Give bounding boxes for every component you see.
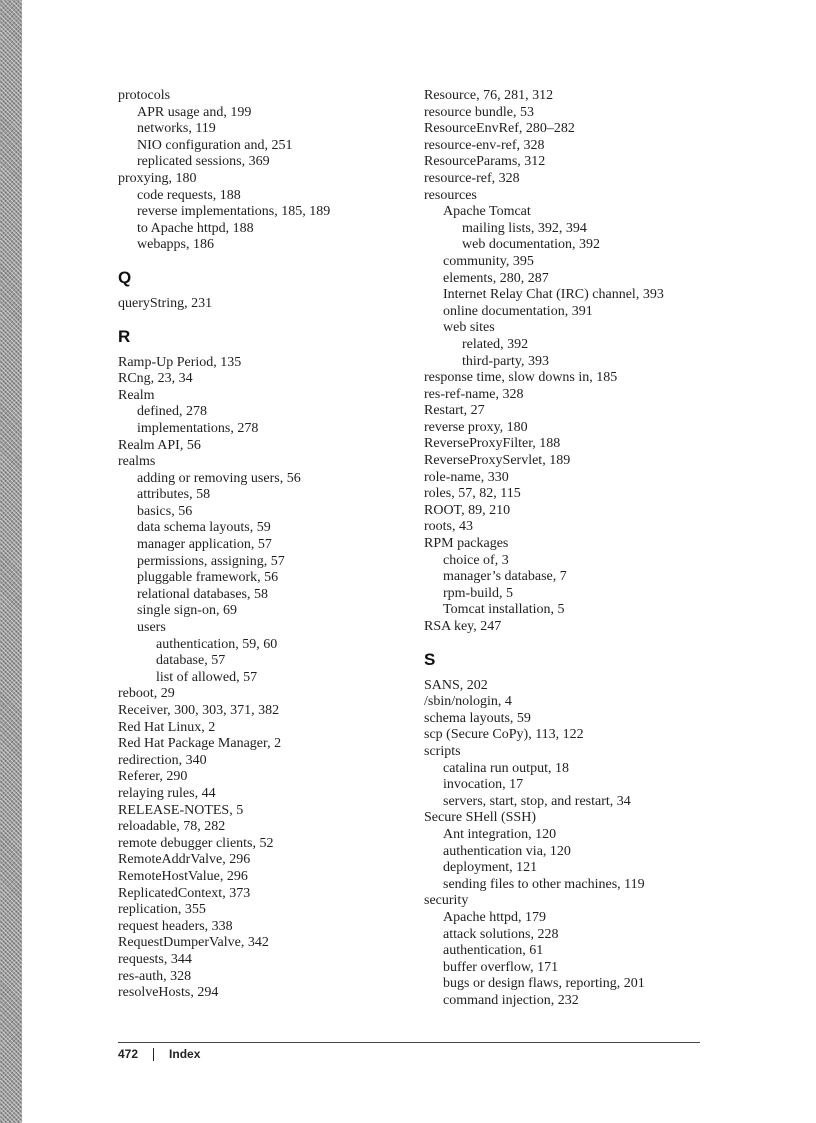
letter-heading: Q [118, 267, 132, 287]
index-entry: role-name, 330 [424, 469, 509, 485]
index-entry: remote debugger clients, 52 [118, 835, 274, 851]
index-entry: ReverseProxyServlet, 189 [424, 453, 571, 469]
index-entry: ReverseProxyFilter, 188 [424, 436, 561, 452]
index-entry: RCng, 23, 34 [118, 371, 193, 387]
index-entry: Red Hat Package Manager, 2 [118, 736, 282, 752]
index-entry: RequestDumperValve, 342 [118, 935, 269, 951]
index-entry: queryString, 231 [118, 295, 213, 311]
index-entry: resource-ref, 328 [424, 170, 520, 186]
index-subentry: web documentation, 392 [462, 237, 601, 253]
index-entry: Realm API, 56 [118, 437, 201, 453]
index-subentry: single sign-on, 69 [137, 603, 237, 619]
index-entry: resources [424, 187, 477, 203]
index-entry: proxying, 180 [118, 170, 197, 186]
index-subentry: rpm-build, 5 [443, 585, 513, 601]
index-entry: reloadable, 78, 282 [118, 819, 226, 835]
index-subentry: attributes, 58 [137, 487, 211, 503]
index-subentry: manager’s database, 7 [443, 569, 567, 585]
index-subentry: users [137, 620, 166, 636]
index-entry: scp (Secure CoPy), 113, 122 [424, 727, 584, 743]
index-entry: res-auth, 328 [118, 968, 192, 984]
index-subentry: sending files to other machines, 119 [443, 876, 645, 892]
section-label: Index [169, 1047, 201, 1061]
index-subentry: APR usage and, 199 [137, 104, 252, 120]
index-entry: ResourceEnvRef, 280–282 [424, 121, 575, 137]
index-entry: Ramp-Up Period, 135 [118, 354, 242, 370]
index-column-left [118, 88, 408, 1002]
index-subentry: database, 57 [156, 653, 226, 669]
index-subentry: buffer overflow, 171 [443, 959, 559, 975]
index-subentry: catalina run output, 18 [443, 760, 569, 776]
index-subentry: authentication, 61 [443, 943, 544, 959]
index-entry: replication, 355 [118, 902, 206, 918]
index-entry: RELEASE-NOTES, 5 [118, 802, 244, 818]
index-entry: Secure SHell (SSH) [424, 810, 536, 826]
index-entry: resource bundle, 53 [424, 104, 535, 120]
index-entry: scripts [424, 743, 461, 759]
letter-heading: R [118, 326, 131, 346]
index-subentry: webapps, 186 [137, 237, 214, 253]
index-entry: requests, 344 [118, 951, 192, 967]
index-entry: RPM packages [424, 536, 509, 552]
index-subentry: third-party, 393 [462, 353, 549, 369]
footer-divider [118, 1042, 700, 1043]
index-entry: ReplicatedContext, 373 [118, 885, 251, 901]
index-subentry: elements, 280, 287 [443, 270, 549, 286]
index-entry: Restart, 27 [424, 403, 485, 419]
page-number: 472 [118, 1047, 139, 1061]
index-subentry: code requests, 188 [137, 187, 241, 203]
index-subentry: pluggable framework, 56 [137, 570, 279, 586]
index-subentry: defined, 278 [137, 404, 207, 420]
letter-heading: S [424, 649, 436, 669]
index-subentry: basics, 56 [137, 503, 193, 519]
index-subentry: relational databases, 58 [137, 586, 269, 602]
index-subentry: reverse implementations, 185, 189 [137, 204, 331, 220]
index-subentry: Tomcat installation, 5 [443, 602, 565, 618]
index-subentry: web sites [443, 320, 495, 336]
index-subentry: online documentation, 391 [443, 303, 593, 319]
index-entry: reboot, 29 [118, 686, 175, 702]
index-subentry: Ant integration, 120 [443, 826, 557, 842]
index-subentry: deployment, 121 [443, 860, 538, 876]
index-entry: RSA key, 247 [424, 619, 502, 634]
index-column-right [424, 88, 714, 1009]
index-entry: relaying rules, 44 [118, 785, 216, 801]
index-entry: ROOT, 89, 210 [424, 502, 511, 518]
page-footer [118, 1047, 200, 1061]
index-entry: resource-env-ref, 328 [424, 137, 545, 153]
index-subentry: list of allowed, 57 [156, 669, 258, 685]
index-subentry: authentication, 59, 60 [156, 636, 278, 652]
index-subentry: Apache httpd, 179 [443, 909, 547, 925]
index-entry: schema layouts, 59 [424, 710, 531, 726]
index-subentry: related, 392 [462, 336, 529, 352]
index-subentry: Internet Relay Chat (IRC) channel, 393 [443, 287, 664, 303]
index-subentry: replicated sessions, 369 [137, 154, 270, 170]
index-subentry: servers, start, stop, and restart, 34 [443, 793, 631, 809]
index-entry: reverse proxy, 180 [424, 419, 528, 435]
index-entry: security [424, 893, 469, 909]
index-subentry: to Apache httpd, 188 [137, 220, 254, 236]
index-subentry: Apache Tomcat [443, 204, 531, 220]
index-entry: Red Hat Linux, 2 [118, 719, 216, 735]
index-entry: ResourceParams, 312 [424, 154, 546, 170]
index-entry: response time, slow downs in, 185 [424, 370, 618, 386]
index-entry: request headers, 338 [118, 918, 233, 934]
index-entry: RemoteHostValue, 296 [118, 868, 248, 884]
index-subentry: command injection, 232 [443, 992, 579, 1008]
index-entry: protocols [118, 88, 171, 103]
index-entry: /sbin/nologin, 4 [424, 694, 512, 710]
index-subentry: authentication via, 120 [443, 843, 571, 859]
index-subentry: adding or removing users, 56 [137, 470, 301, 486]
index-entry: roles, 57, 82, 115 [424, 486, 521, 502]
index-subentry: choice of, 3 [443, 552, 509, 568]
index-entry: realms [118, 454, 156, 470]
index-subentry: mailing lists, 392, 394 [462, 220, 587, 236]
index-entry: Referer, 290 [118, 769, 188, 785]
index-subentry: attack solutions, 228 [443, 926, 559, 942]
index-entry: resolveHosts, 294 [118, 985, 219, 1001]
index-entry: Receiver, 300, 303, 371, 382 [118, 703, 280, 718]
index-entry: RemoteAddrValve, 296 [118, 852, 251, 868]
index-entry: SANS, 202 [424, 677, 488, 693]
index-entry: redirection, 340 [118, 752, 207, 768]
index-subentry: permissions, assigning, 57 [137, 553, 285, 569]
index-entry: Realm [118, 387, 155, 403]
index-subentry: invocation, 17 [443, 777, 524, 793]
index-subentry: data schema layouts, 59 [137, 520, 271, 536]
index-subentry: manager application, 57 [137, 537, 272, 553]
index-entry: res-ref-name, 328 [424, 386, 524, 402]
index-subentry: community, 395 [443, 253, 534, 269]
scanned-binding-edge [0, 0, 22, 1123]
index-subentry: NIO configuration and, 251 [137, 137, 293, 153]
index-subentry: networks, 119 [137, 121, 216, 137]
index-entry: roots, 43 [424, 519, 473, 535]
index-subentry: bugs or design flaws, reporting, 201 [443, 976, 645, 992]
index-subentry: implementations, 278 [137, 420, 259, 436]
index-entry: Resource, 76, 281, 312 [424, 88, 554, 103]
footer-separator [153, 1048, 154, 1061]
